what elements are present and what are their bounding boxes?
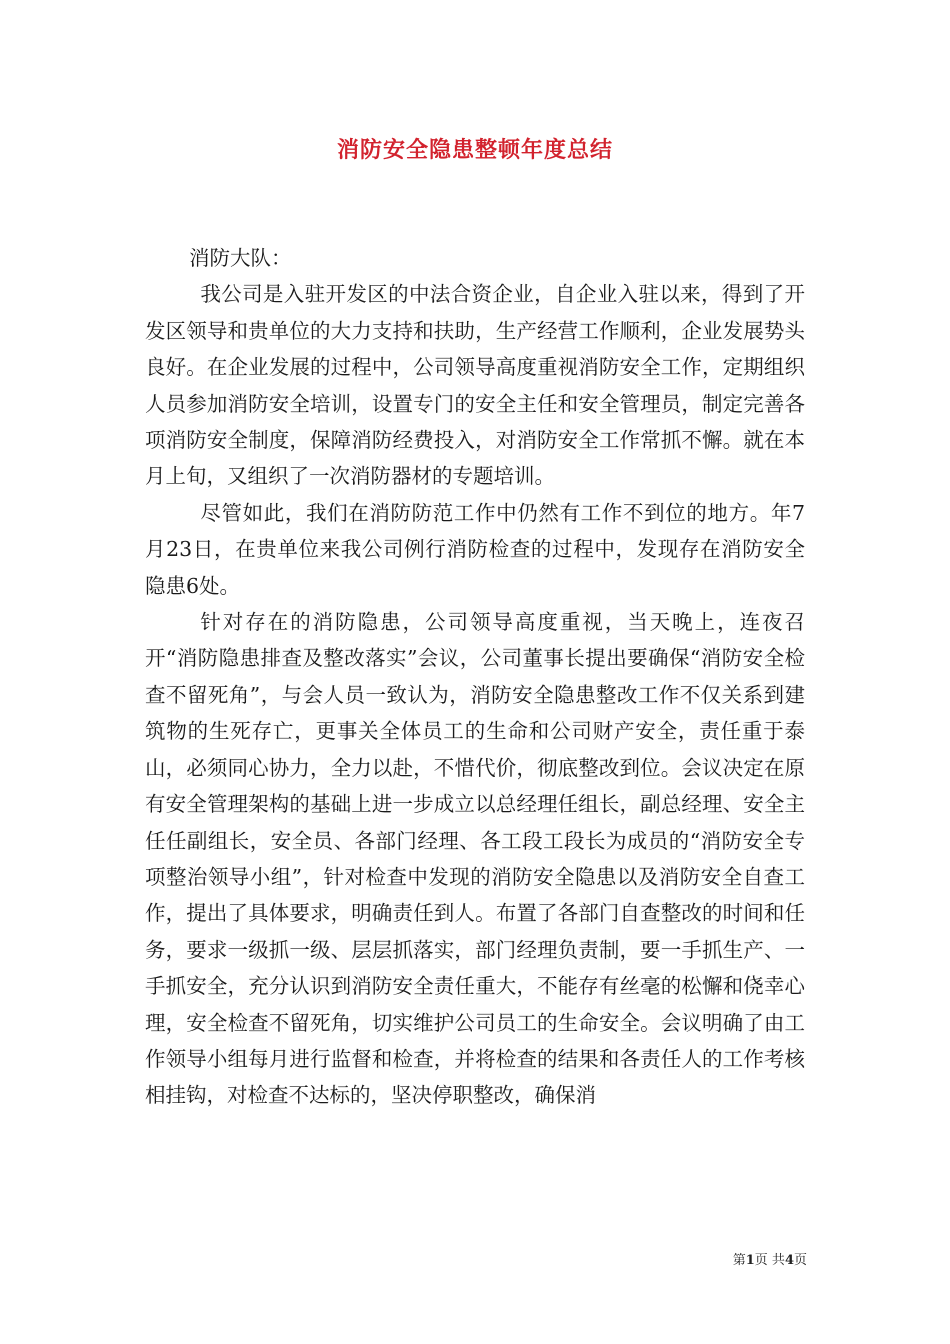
page-footer (733, 1249, 807, 1268)
footer-prefix: 第 (732, 1253, 746, 1268)
footer-suffix: 页 (793, 1253, 807, 1268)
paragraph-2: 尽管如此，我们在消防防范工作中仍然有工作不到位的地方。年7月23日，在贵单位来我公司例行消防检查的过程中，发现存在消防安全隐患6处。 (145, 500, 805, 598)
salutation: 消防大队： (189, 246, 292, 270)
paragraph-1: 我公司是入驻开发区的中法合资企业，自企业入驻以来，得到了开发区领导和贵单位的大力支持和扶助，生产经营工作顺利，企业发展势头良好。在企业发展的过程中，公司领导高度重视消防安全工作，定期组织人员参加消防安全培训，设置专门的安全主任和安全管理员，制定完善各项消防安全制度，保障消防经费投入，对消防安全工作常抓不懈。就在本月上旬，又组织了一次消防器材的专题培训。 (145, 282, 805, 489)
paragraph-3: 针对存在的消防隐患，公司领导高度重视，当天晚上，连夜召开“消防隐患排查及整改落实”会议，公司董事长提出要确保“消防安全检查不留死角”，与会人员一致认为，消防安全隐患整改工作不仅关系到建筑物的生死存亡，更事关全体员工的生命和公司财产安全，责任重于泰山，必须同心协力，全力以赴，不惜代价，彻底整改到位。会议决定在原有安全管理架构的基础上进一步成立以总经理任组长，副总经理、安全主任任副组长，安全员、各部门经理、各工段工段长为成员的“消防安全专项整治领导小组”，针对检查中发现的消防安全隐患以及消防安全自查工作，提出了具体要求，明确责任到人。布置了各部门自查整改的时间和任务，要求一级抓一级、层层抓落实，部门经理负责制，要一手抓生产、一手抓安全，充分认识到消防安全责任重大，不能存有丝毫的松懈和侥幸心理，安全检查不留死角，切实维护公司员工的生命安全。会议明确了由工作领导小组每月进行监督和检查，并将检查的结果和各责任人的工作考核相挂钩，对检查不达标的，坚决停职整改，确保消 (145, 610, 805, 1108)
footer-middle: 页 共 (754, 1253, 785, 1268)
document-body (145, 240, 805, 1114)
footer-total-pages: 4 (784, 1253, 794, 1268)
footer-current-page: 1 (745, 1253, 755, 1268)
document-title: 消防安全隐患整顿年度总结 (336, 137, 613, 163)
